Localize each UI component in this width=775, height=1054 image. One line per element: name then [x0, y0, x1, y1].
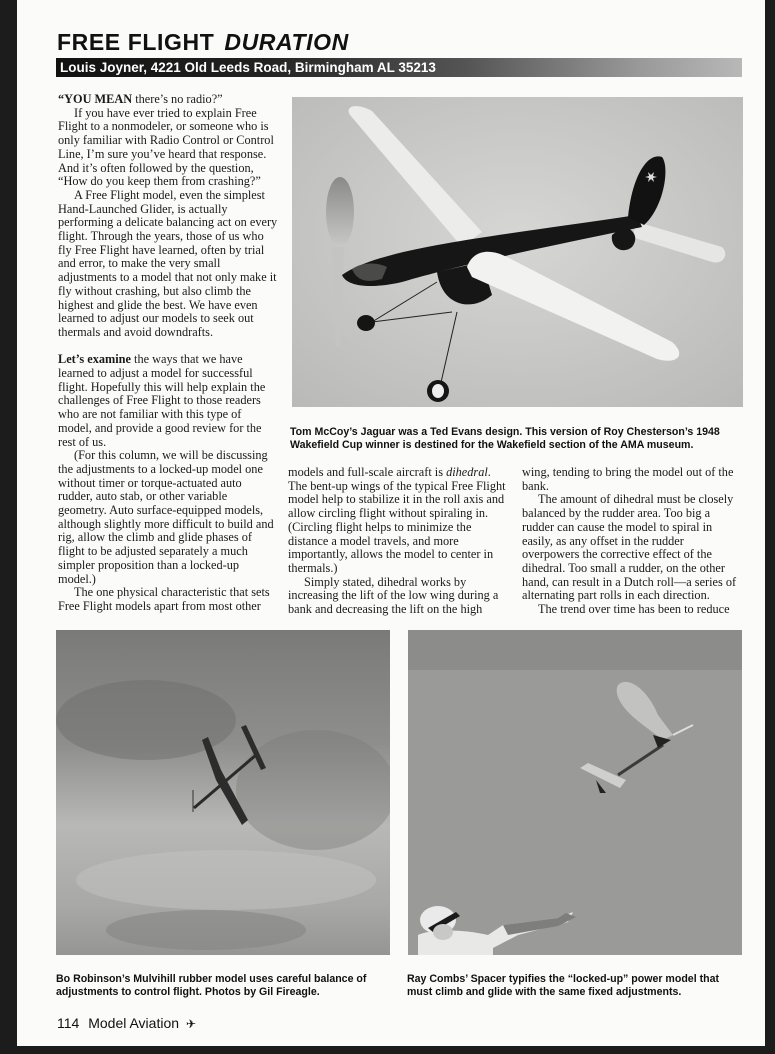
- page-title: [57, 28, 349, 56]
- paragraph: (For this column, we will be discussing the adjustments to a locked-up model one without timer or torque-actuated auto rudder, auto stab, or other variable geometry. Auto surface-equipped models, although slightly more difficult to build and rig, allow the climb and glide phases of flight to be adjusted separately a much simpler proposition than a locked-up model.): [58, 448, 274, 586]
- paragraph: A Free Flight model, even the simplest Hand-Launched Glider, is actually performing a delicate balancing act on every flight. Through the years, those of us who fly Free Flight have learned, often by trial and error, to make the very small adjustments to a model that not only make it fly without crashing, but also climb the highest and glide the best. We have even learned to adjust our models to seek out thermals and avoid downdrafts.: [58, 187, 278, 339]
- lead-in: “YOU MEAN: [58, 92, 133, 106]
- photo-caption-bottom-right: Ray Combs’ Spacer typifies the “locked-up” power model that must climb and glide with the same fixed adjustments.: [407, 973, 719, 998]
- photo-caption-top: Tom McCoy’s Jaguar was a Ted Evans design. This version of Roy Chesterson’s 1948 Wakefield Cup winner is destined for the Wakefield section of the AMA museum.: [290, 426, 720, 451]
- author-byline: Louis Joyner, 4221 Old Leeds Road, Birmingham AL 35213: [56, 58, 742, 77]
- paragraph: Simply stated, dihedral works by increasing the lift of the low wing during a bank and decreasing the lift on the high: [288, 574, 499, 617]
- paragraph: The one physical characteristic that sets Free Flight models apart from most other: [58, 585, 270, 613]
- article-column-2: [288, 466, 510, 617]
- article-column-1: [58, 93, 278, 614]
- spacer-power-model-launch-photo: [408, 630, 742, 955]
- paragraph: “YOU MEAN there’s no radio?”: [58, 92, 223, 106]
- paragraph: The trend over time has been to reduce: [538, 602, 730, 617]
- paragraph: If you have ever tried to explain Free Flight to a nonmodeler, or someone who is only familiar with Radio Control or Control Line, I’m sure you’ve heard that response. And it’s often followed by the question, “How do you keep them from crashing?”: [58, 105, 274, 189]
- title-main: FREE FLIGHT: [57, 29, 215, 55]
- magazine-name: Model Aviation: [88, 1015, 180, 1031]
- title-sub: DURATION: [224, 29, 349, 55]
- article-column-3: [522, 466, 744, 617]
- magazine-page: [17, 0, 765, 1046]
- paragraph: The amount of dihedral must be closely balanced by the rudder area. Too big a rudder can cause the model to spiral in easily, as any offset in the rudder overpowers the corrective effect of the dihedral. Too small a rudder, on the other hand, can result in a Dutch roll—a series of alternating part rolls in each direction.: [522, 492, 737, 603]
- jaguar-wakefield-model-photo: [292, 97, 743, 407]
- airplane-icon: ✈: [185, 1017, 196, 1031]
- photo-caption-bottom-left: Bo Robinson’s Mulvihill rubber model uses careful balance of adjustments to control flight. Photos by Gil Fireagle.: [56, 973, 367, 998]
- lead-in: Let’s examine: [58, 352, 131, 367]
- paragraph: models and full-scale aircraft is dihedral. The bent-up wings of the typical Free Flight model help to stabilize it in the roll axis and allow circling flight without spiraling in. (Circling flight helps to minimize the distance a model travels, and more importantly, allows the model to center in thermals.): [288, 465, 506, 575]
- page-footer: [57, 1015, 196, 1031]
- emphasis-term: dihedral: [446, 465, 488, 479]
- page-number: 114: [57, 1015, 80, 1031]
- paragraph: wing, tending to bring the model out of the bank.: [522, 465, 734, 493]
- mulvihill-rubber-model-in-flight-photo: [56, 630, 390, 955]
- paragraph: Let’s examine the ways that we have learned to adjust a model for successful flight. Hopefully this will help explain the challenges of Free Flight to those readers who are not familiar with this type of model, and provide a good review for the rest of us.: [58, 352, 266, 449]
